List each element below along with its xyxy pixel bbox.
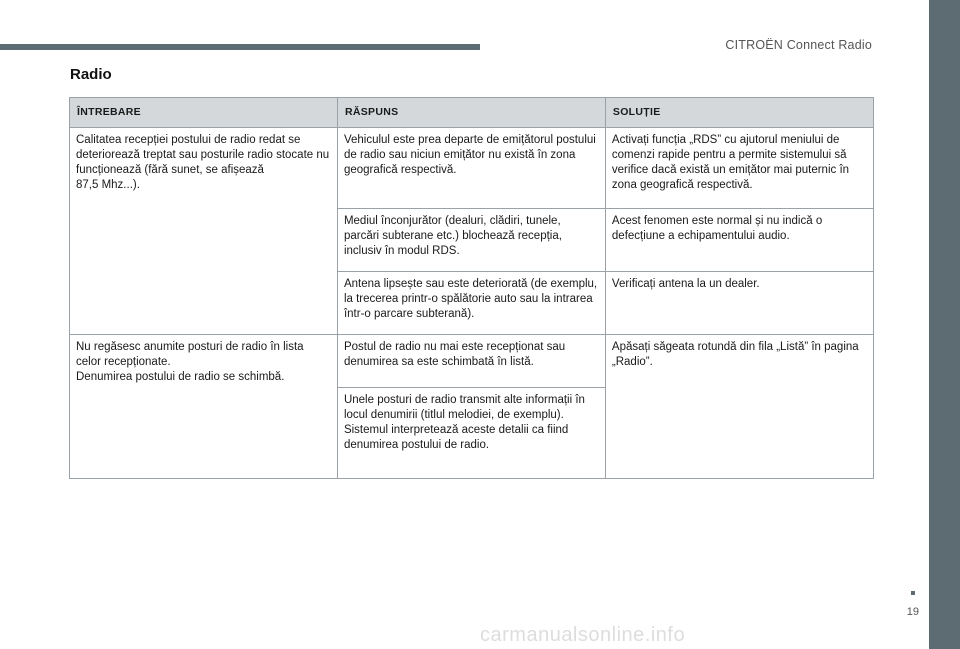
column-header-question: ÎNTREBARE xyxy=(70,98,338,128)
answer-cell: Vehiculul este prea departe de emițătorul postului de radio sau niciun emițător nu există în zona geografică respectivă. xyxy=(337,128,605,209)
side-bar xyxy=(929,0,960,649)
answer-cell: Unele posturi de radio transmit alte informații în locul denumirii (titlul melodiei, de exemplu). Sistemul interpretează aceste detalii ca fiind denumirea postului de radio. xyxy=(337,388,605,479)
header-rule xyxy=(0,44,480,50)
solution-cell: Verificați antena la un dealer. xyxy=(605,272,873,335)
answer-cell: Mediul înconjurător (dealuri, clădiri, tunele, parcări subterane etc.) blochează recepția, inclusiv în modul RDS. xyxy=(337,209,605,272)
table-header-row xyxy=(70,98,874,128)
answer-cell: Postul de radio nu mai este recepționat sau denumirea sa este schimbată în listă. xyxy=(337,335,605,388)
page-marker-icon xyxy=(911,591,915,595)
table-row xyxy=(70,335,874,388)
column-header-answer: RĂSPUNS xyxy=(337,98,605,128)
page-number: 19 xyxy=(906,606,919,618)
solution-cell: Apăsați săgeata rotundă din fila „Listă” în pagina „Radio”. xyxy=(605,335,873,479)
faq-table xyxy=(69,97,874,479)
page-title: Radio xyxy=(70,66,112,83)
solution-cell: Activați funcția „RDS” cu ajutorul meniului de comenzi rapide pentru a permite sistemului să verifice dacă există un emițător mai puternic în zona geografică respectivă. xyxy=(605,128,873,209)
table-row xyxy=(70,128,874,209)
question-cell: Nu regăsesc anumite posturi de radio în lista celor recepționate. Denumirea postului de radio se schimbă. xyxy=(70,335,338,479)
answer-cell: Antena lipsește sau este deteriorată (de exemplu, la trecerea printr-o spălătorie auto sau la intrarea într-o parcare subterană). xyxy=(337,272,605,335)
question-cell: Calitatea recepției postului de radio redat se deteriorează treptat sau posturile radio stocate nu funcționează (fără sunet, se afișează 87,5 Mhz...). xyxy=(70,128,338,335)
header-title: CITROËN Connect Radio xyxy=(725,38,872,52)
watermark: carmanualsonline.info xyxy=(480,624,686,646)
column-header-solution: SOLUȚIE xyxy=(605,98,873,128)
solution-cell: Acest fenomen este normal și nu indică o defecțiune a echipamentului audio. xyxy=(605,209,873,272)
